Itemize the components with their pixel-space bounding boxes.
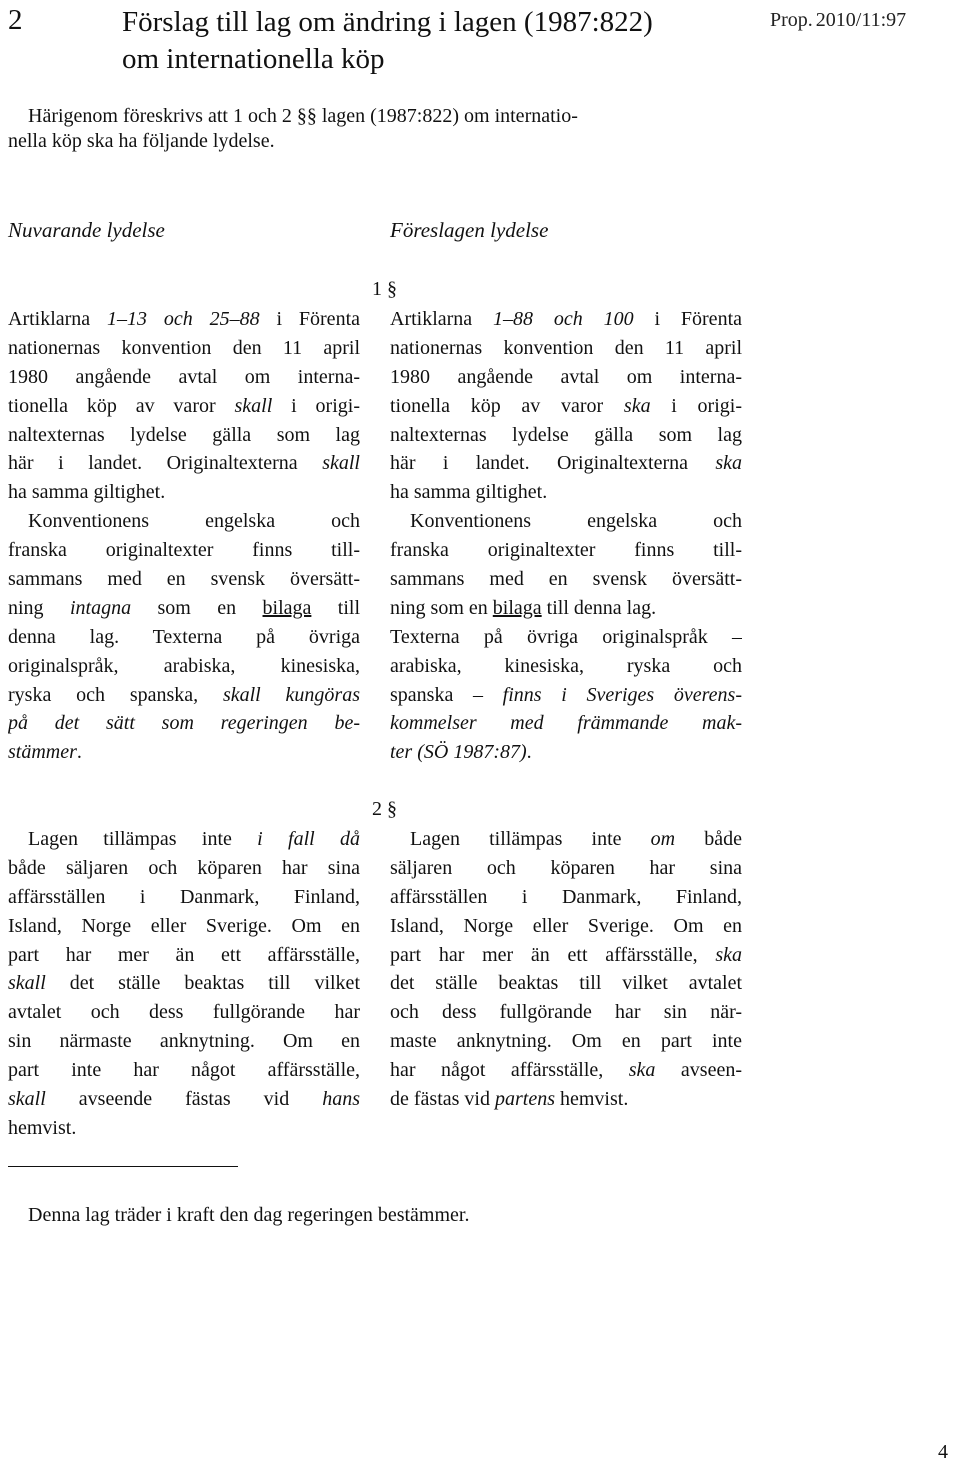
text-line [390,363,742,392]
proposed-wording-heading: Föreslagen lydelse [390,218,549,242]
text-segment: till denna lag. [541,596,657,619]
text-segment: som en [131,596,263,619]
text-line [390,883,742,912]
paragraph-1-proposed-text [390,305,742,767]
text-segment: Konventionens engelska och [390,510,742,533]
section-sign: §§ [296,105,317,127]
current-wording-heading: Nuvarande lydelse [8,218,165,242]
italic-text: skall [8,972,46,995]
text-line [8,623,360,652]
text-segment: franska originaltexter finns till- [390,539,742,562]
text-segment: sammans med en svensk översätt- [8,568,360,591]
italic-text: skall [322,452,360,475]
text-segment: spanska [390,683,473,706]
text-segment: avtalet och dess fullgörande har [8,1001,360,1024]
text-segment: både säljaren och köparen har sina [8,856,360,879]
text-line [390,565,742,594]
intro-text-b: lagen (1987:822) om internatio- [321,105,578,127]
text-line [8,738,360,767]
text-segment: säljaren och köparen har sina [390,856,742,879]
text-segment: hemvist. [8,1116,77,1139]
text-line [8,1114,360,1143]
italic-text: 1–13 och 25–88 [107,308,260,330]
text-segment: sammans med en svensk översätt- [390,568,742,591]
text-segment: nationernas konvention den 11 april [390,336,742,359]
text-line [390,507,742,536]
text-segment: part inte har något affärsställe, [8,1059,360,1082]
text-line [8,305,360,334]
text-line [8,478,360,507]
intro-line-2: nella köp ska ha följande lydelse. [8,130,275,152]
text-segment: tionella köp av varor [390,394,624,417]
text-segment: här i landet. Originaltexterna [390,452,716,475]
text-line [390,334,742,363]
text-segment: affärsställen i Danmark, Finland, [390,885,742,908]
text-segment: ha samma giltighet. [390,481,548,504]
text-segment: Island, Norge eller Sverige. Om en [390,914,742,937]
text-line [390,652,742,681]
italic-text: skall [234,394,273,417]
text-segment: det ställe beaktas till vilket [45,972,360,995]
text-line [8,363,360,392]
italic-text: 1–88 och 100 [493,308,634,330]
text-segment: Lagen tillämpas inte [8,828,258,850]
italic-text: hans [322,1088,360,1111]
text-line [390,738,742,767]
paragraph-2-current-text [8,825,360,1143]
underlined-text: bilaga [492,596,542,619]
text-segment: Island, Norge eller Sverige. Om en [8,914,360,937]
text-segment: 1980 angående avtal om interna- [390,365,742,388]
text-segment: . [526,741,532,764]
text-segment: Artiklarna [390,308,494,330]
text-segment: både [675,828,742,850]
prop-prefix: Prop. [770,9,813,31]
text-line [390,449,742,478]
intro-paragraph [8,104,948,154]
text-segment: maste anknytning. Om en part inte [390,1030,742,1053]
text-line [390,998,742,1027]
text-line [390,392,742,421]
italic-text: intagna [69,596,132,619]
text-line [8,883,360,912]
text-line [390,969,742,998]
italic-text: ska [715,452,742,475]
italic-text: partens [494,1088,555,1111]
text-segment: 1980 angående avtal om interna- [8,365,360,388]
text-line [390,478,742,507]
text-line [390,681,742,710]
text-line [390,1085,742,1114]
intro-line-1 [28,104,948,129]
text-line [8,392,360,421]
italic-text: ska [628,1059,656,1082]
text-segment: här i landet. Originaltexterna [8,452,323,475]
text-line [390,421,742,450]
text-segment: naltexternas lydelse gälla som lag [390,423,742,446]
text-segment: franska originaltexter finns till- [8,539,360,562]
text-line [8,421,360,450]
paragraph-1-label: 1 § [372,278,397,300]
paragraph-2-label: 2 § [372,798,397,820]
text-line [8,652,360,681]
text-line [8,507,360,536]
proposition-reference [770,8,909,32]
text-line [8,594,360,623]
text-line [390,854,742,883]
italic-text: ska [715,943,742,966]
text-segment: part har mer än ett affärsställe, [8,943,360,966]
text-segment: ning [8,596,70,619]
text-segment: . [76,741,82,764]
page-title [122,4,762,78]
text-line [8,1085,360,1114]
text-segment: originalspråk, arabiska, kinesiska, [8,654,360,677]
page-number: 4 [938,1441,948,1463]
text-segment: tionella köp av varor [8,394,235,417]
paragraph-1-current-text [8,305,360,767]
text-segment: det ställe beaktas till vilket avtalet [390,972,742,995]
text-segment: och dess fullgörande har sin när- [390,1001,742,1024]
intro-text-a: Härigenom föreskrivs att 1 och 2 [28,105,292,127]
text-segment: nationernas konvention den 11 april [8,336,360,359]
text-line [390,941,742,970]
text-segment: Texterna på övriga originalspråk [390,625,732,648]
text-line [8,681,360,710]
text-segment: Lagen tillämpas inte [390,828,651,850]
text-line [390,1056,742,1085]
paragraph-2-proposed-text [390,825,742,1114]
text-segment: sin närmaste anknytning. Om en [8,1030,360,1053]
underlined-text: bilaga [262,596,312,619]
italic-text: skall [8,1088,46,1111]
text-line [390,594,742,623]
text-line [390,709,742,738]
text-segment: arabiska, kinesiska, ryska och [390,654,742,677]
text-segment: affärsställen i Danmark, Finland, [8,885,360,908]
text-line [8,536,360,565]
text-line [8,565,360,594]
italic-text: kommelser med främmande mak- [390,712,742,735]
italic-text: , skall kungöras [193,683,360,706]
section-number: 2 [8,4,23,36]
text-line [390,536,742,565]
italic-text: om [650,828,676,850]
text-line [8,1027,360,1056]
entry-into-force-text: Denna lag träder i kraft den dag regeringen bestämmer. [28,1204,470,1226]
text-line [390,825,742,854]
text-segment: denna lag. Texterna på övriga [8,625,360,648]
italic-text: i fall då [257,828,360,850]
text-segment: har något affärsställe, [390,1059,629,1082]
text-segment: ning som en [390,596,493,619]
text-line [390,1027,742,1056]
italic-text: på det sätt som regeringen be- [8,712,360,735]
text-line [8,912,360,941]
text-segment: hemvist. [554,1088,629,1111]
text-segment: i origi- [272,394,360,417]
text-line [390,912,742,941]
text-line [8,709,360,738]
text-segment: Konventionens engelska och [8,510,360,533]
italic-text: ska [623,394,651,417]
text-segment: till [311,596,360,619]
italic-text: ter (SÖ 1987:87) [390,741,527,764]
title-line-1: Förslag till lag om ändring i lagen (1987:822) [122,6,653,38]
text-segment: i Förenta [633,308,742,330]
text-segment: i Förenta [259,308,360,330]
prop-number: 2010/11:97 [815,9,907,31]
text-line [8,998,360,1027]
title-line-2: om internationella köp [122,43,385,75]
italic-text: – finns i Sveriges överens- [473,683,742,706]
separator-rule [8,1166,238,1167]
text-segment: ha samma giltighet. [8,481,166,504]
text-line [390,623,742,652]
text-segment: Artiklarna [8,308,108,330]
text-line [8,825,360,854]
text-segment: part har mer än ett affärsställe, [390,943,716,966]
text-line [8,334,360,363]
text-segment: ryska och spanska [8,683,194,706]
text-line [8,449,360,478]
text-segment: i origi- [650,394,742,417]
text-line [8,1056,360,1085]
italic-text: – [732,625,742,648]
text-segment: avseen- [655,1059,742,1082]
text-line [8,969,360,998]
italic-text: stämmer [8,741,77,764]
text-line [8,854,360,883]
text-segment: de fästas vid [390,1088,495,1111]
text-segment: naltexternas lydelse gälla som lag [8,423,360,446]
text-segment: avseende fästas vid [45,1088,323,1111]
text-line [390,305,742,334]
text-line [8,941,360,970]
